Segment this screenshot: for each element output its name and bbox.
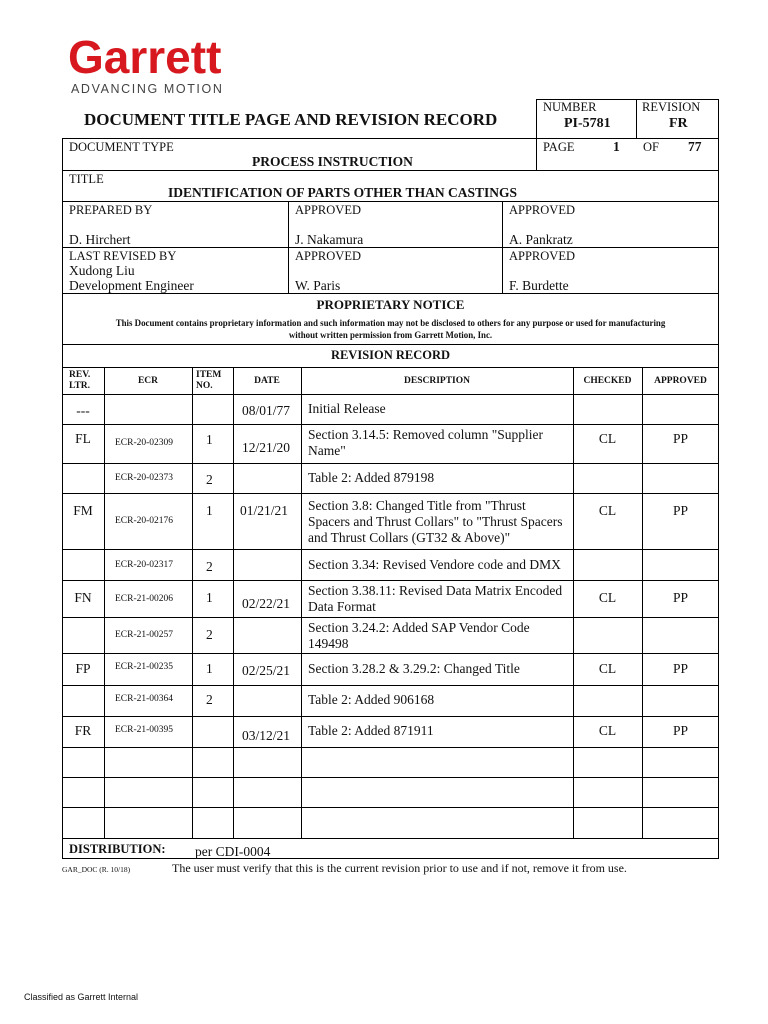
row-1-rev: FL [75,431,91,446]
approved-label-2: APPROVED [509,203,575,217]
row-8-item: 2 [206,692,213,707]
row-0-date: 08/01/77 [242,403,291,418]
row-6-desc-line-2: 149498 [308,636,349,651]
row-6-desc-line-1: Section 3.24.2: Added SAP Vendor Code [308,620,530,635]
col-header-no: NO. [196,381,213,391]
distribution-label: DISTRIBUTION: [69,842,166,856]
row-2-desc: Table 2: Added 879198 [308,470,435,485]
number-label: NUMBER [543,100,597,114]
row-7-date: 02/25/21 [242,663,291,678]
row-7-item: 1 [206,661,213,676]
revision-record-title: REVISION RECORD [330,348,451,362]
prepared-by-label: PREPARED BY [69,203,153,217]
approved-name-3: W. Paris [295,278,341,293]
row-1-ecr: ECR-20-02309 [115,438,174,448]
row-3-approved: PP [672,503,689,518]
row-7-approved: PP [672,661,689,676]
row-9-approved: PP [672,723,689,738]
approved-label-3: APPROVED [295,249,361,263]
row-1-item: 1 [206,432,213,447]
row-1-desc-line-2: Name" [308,443,346,458]
row-0-rev: --- [76,403,90,418]
row-5-date: 02/22/21 [242,596,291,611]
col-header-description: DESCRIPTION [404,376,470,386]
row-7-desc: Section 3.28.2 & 3.29.2: Changed Title [308,661,520,676]
row-7-rev: FP [75,661,91,676]
proprietary-notice-title: PROPRIETARY NOTICE [316,297,465,312]
row-2-item: 2 [206,472,213,487]
row-9-rev: FR [74,723,92,738]
row-5-ecr: ECR-21-00206 [115,594,174,604]
garrett-logo [68,31,224,96]
row-6-item: 2 [206,627,213,642]
col-header-rev: REV. [69,370,91,380]
row-3-desc-line-3: and Thrust Collars (GT32 & Above)" [308,530,511,545]
distribution-value: per CDI-0004 [195,844,271,859]
logo-wordmark: Garrett [68,31,222,83]
page-total: 77 [688,139,702,154]
classification-label: Classified as Garrett Internal [24,992,139,1002]
approved-name-2: A. Pankratz [509,232,573,247]
row-7-checked: CL [598,661,617,676]
logo-tagline: ADVANCING MOTION [71,82,224,96]
last-revised-label: LAST REVISED BY [69,249,177,263]
row-6-ecr: ECR-21-00257 [115,630,174,640]
row-3-rev: FM [73,503,93,518]
row-5-checked: CL [598,590,617,605]
row-5-rev: FN [74,590,92,605]
row-0-desc: Initial Release [308,401,386,416]
row-3-ecr: ECR-20-02176 [115,516,174,526]
col-header-ecr: ECR [137,376,159,386]
row-8-ecr: ECR-21-00364 [115,694,174,704]
proprietary-notice-line-2: without written permission from Garrett Motion, Inc. [288,330,493,340]
row-1-desc-line-1: Section 3.14.5: Removed column "Supplier [308,427,543,442]
row-8-desc: Table 2: Added 906168 [308,692,435,707]
col-header-checked: CHECKED [583,376,632,386]
row-5-item: 1 [206,590,213,605]
row-9-checked: CL [598,723,617,738]
approved-name-4: F. Burdette [509,278,569,293]
row-7-ecr: ECR-21-00235 [115,662,174,672]
row-3-desc-line-1: Section 3.8: Changed Title from "Thrust [308,498,526,513]
doc-type-label: DOCUMENT TYPE [69,140,174,154]
row-3-desc-line-2: Spacers and Thrust Collars" to "Thrust Spacers [308,514,563,529]
last-revised-name: Xudong Liu [69,263,135,278]
of-label: OF [643,140,659,154]
col-header-item: ITEM [196,370,222,380]
row-4-item: 2 [206,559,213,574]
row-2-ecr: ECR-20-02373 [115,473,174,483]
page-label: PAGE [543,140,575,154]
row-3-item: 1 [206,503,213,518]
approved-name-1: J. Nakamura [295,232,364,247]
doc-type-value: PROCESS INSTRUCTION [252,154,413,169]
col-header-date: DATE [254,376,280,386]
row-3-date: 01/21/21 [240,503,289,518]
row-9-desc: Table 2: Added 871911 [308,723,434,738]
row-9-date: 03/12/21 [242,728,291,743]
proprietary-notice-line-1: This Document contains proprietary information and such information may not be disclosed to others for any purpose or used for manufacturing [115,318,666,328]
row-4-ecr: ECR-20-02317 [115,560,174,570]
row-1-approved: PP [672,431,689,446]
last-revised-title: Development Engineer [69,278,194,293]
prepared-by-name: D. Hirchert [69,232,131,247]
row-5-desc-line-2: Data Format [308,599,376,614]
approved-label-1: APPROVED [295,203,361,217]
page-number: 1 [613,139,620,154]
approved-label-4: APPROVED [509,249,575,263]
row-5-approved: PP [672,590,689,605]
row-1-date: 12/21/20 [242,440,291,455]
document-number: PI-5781 [564,116,611,131]
row-4-desc: Section 3.34: Revised Vendore code and DMX [308,557,561,572]
row-3-checked: CL [598,503,617,518]
form-code: GAR_DOC (R. 10/18) [62,865,131,874]
row-5-desc-line-1: Section 3.38.11: Revised Data Matrix Encoded [308,583,563,598]
revision-value: FR [669,116,688,131]
col-header-ltr: LTR. [69,381,91,391]
title-label: TITLE [69,172,104,186]
row-9-ecr: ECR-21-00395 [115,725,174,735]
revision-label: REVISION [642,100,701,114]
verification-note: The user must verify that this is the current revision prior to use and if not, remove it from use. [172,861,627,875]
document-heading: DOCUMENT TITLE PAGE AND REVISION RECORD [84,110,498,129]
col-header-approved: APPROVED [654,376,707,386]
row-1-checked: CL [598,431,617,446]
title-value: IDENTIFICATION OF PARTS OTHER THAN CASTINGS [168,185,517,200]
